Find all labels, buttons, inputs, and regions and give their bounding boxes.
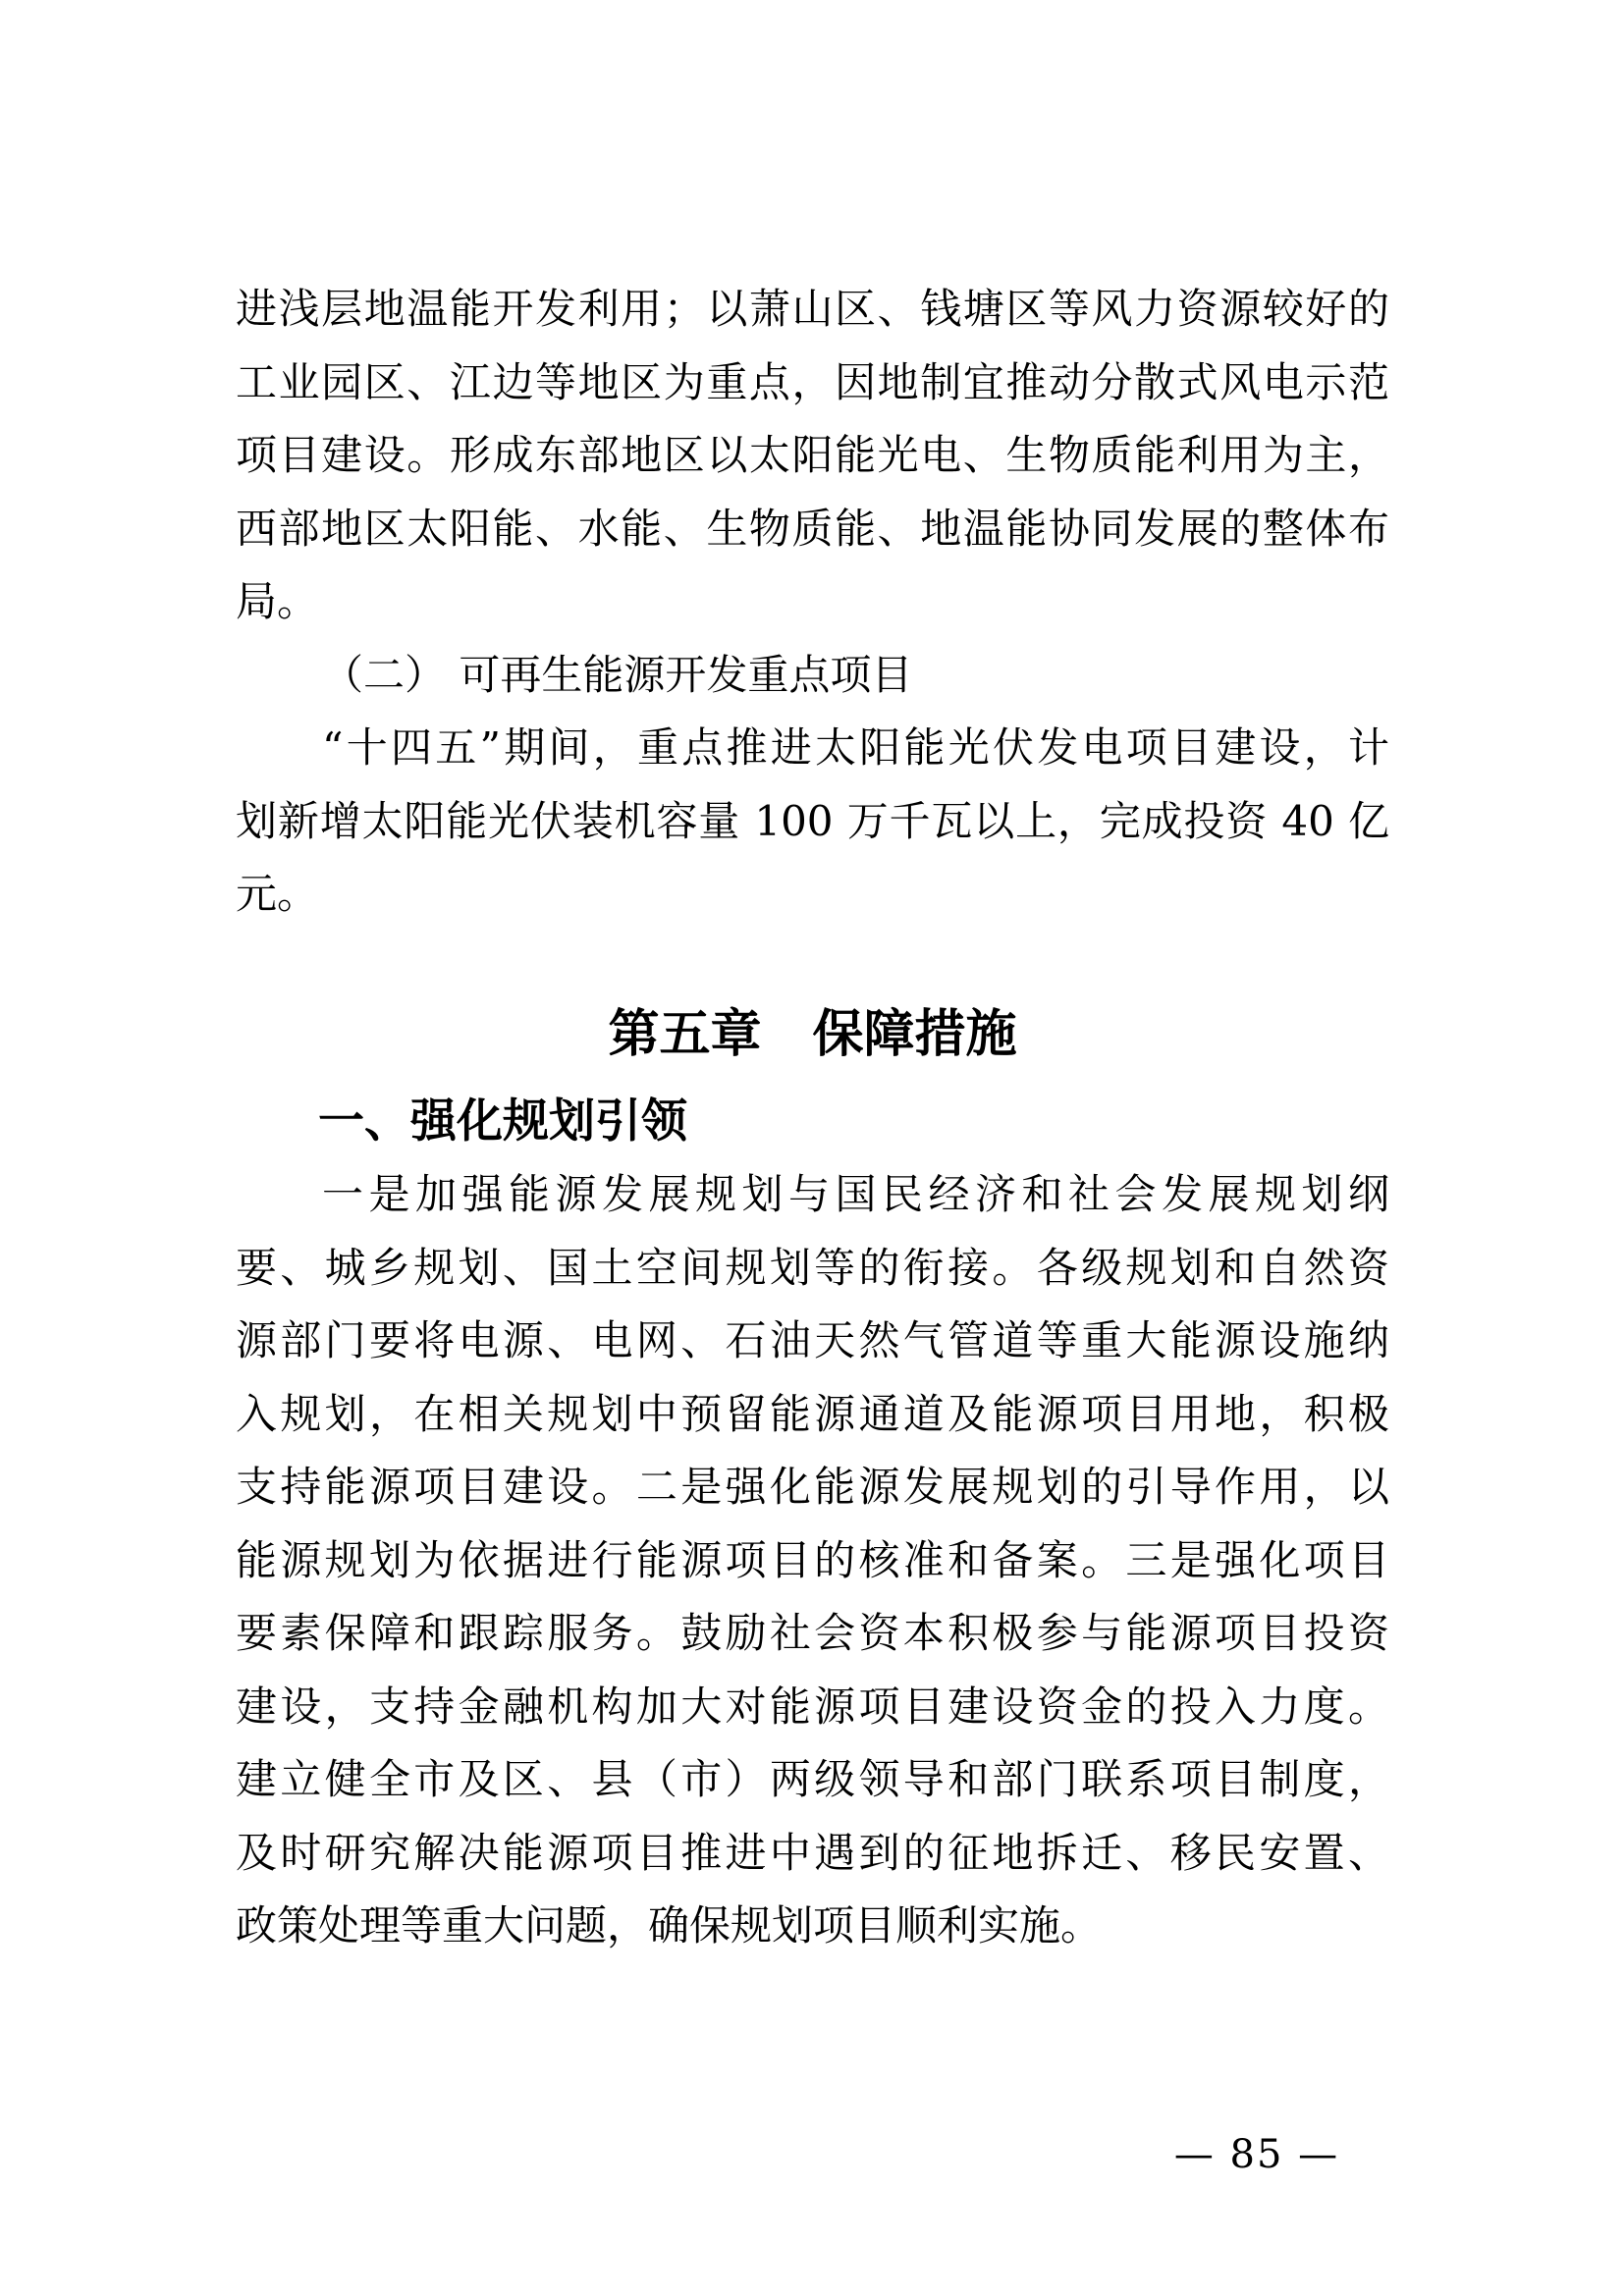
text-line: 要、城乡规划、国土空间规划等的衔接。各级规划和自然资	[236, 1243, 1389, 1292]
text-line: 入规划，在相关规划中预留能源通道及能源项目用地，积极	[236, 1389, 1389, 1438]
text-line: 建设，支持金融机构加大对能源项目建设资金的投入力度。	[236, 1682, 1389, 1731]
text-line: 元。	[236, 870, 319, 918]
text-line: 局。	[236, 577, 319, 625]
text-line: 进浅层地温能开发利用；以萧山区、钱塘区等风力资源较好的	[236, 285, 1389, 333]
text-line: 要素保障和跟踪服务。鼓励社会资本积极参与能源项目投资	[236, 1609, 1389, 1657]
subsection-heading: （二） 可再生能源开发重点项目	[322, 650, 913, 699]
text-line: 及时研究解决能源项目推进中遇到的征地拆迁、移民安置、	[236, 1828, 1389, 1877]
body-text-upper	[236, 273, 1389, 932]
text-line: 项目建设。形成东部地区以太阳能光电、生物质能利用为主，	[236, 431, 1389, 479]
text-line: 工业园区、江边等地区为重点，因地制宜推动分散式风电示范	[236, 357, 1389, 406]
text-line: 划新增太阳能光伏装机容量 100 万千瓦以上，完成投资 40 亿	[236, 796, 1389, 845]
text-line: 西部地区太阳能、水能、生物质能、地温能协同发展的整体布	[236, 504, 1389, 553]
text-line: “十四五”期间，重点推进太阳能光伏发电项目建设，计	[322, 723, 1389, 772]
section-heading: 一、强化规划引领	[318, 1095, 687, 1148]
page-number: — 85 —	[1173, 2132, 1340, 2177]
text-line: 建立健全市及区、县（市）两级领导和部门联系项目制度，	[236, 1755, 1389, 1803]
text-line: 支持能源项目建设。二是强化能源发展规划的引导作用，以	[236, 1463, 1389, 1511]
text-line: 能源规划为依据进行能源项目的核准和备案。三是强化项目	[236, 1535, 1389, 1584]
text-line: 一是加强能源发展规划与国民经济和社会发展规划纲	[322, 1170, 1389, 1218]
body-text-lower	[236, 1158, 1389, 1963]
chapter-heading: 第五章 保障措施	[608, 1005, 1017, 1064]
text-line: 源部门要将电源、电网、石油天然气管道等重大能源设施纳	[236, 1316, 1389, 1364]
text-line: 政策处理等重大问题，确保规划项目顺利实施。	[236, 1901, 1103, 1949]
